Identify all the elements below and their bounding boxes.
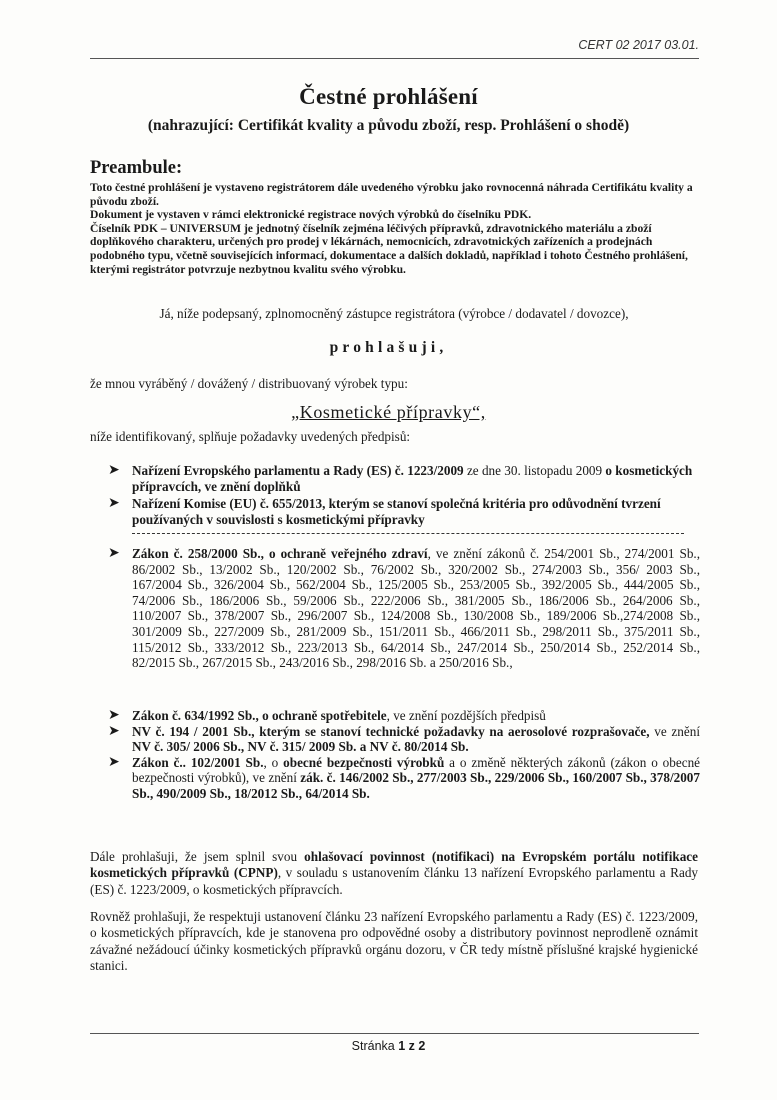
list-item xyxy=(108,496,700,527)
regulation-title: obecné bezpečnosti výrobků xyxy=(283,754,445,770)
regulation-title: Nařízení Evropského parlamentu a Rady (ES) č. 1223/2009 xyxy=(132,463,464,478)
regulation-text: a o změně některých zákonů (zákon o obecné bezpečnosti výrobků), ve znění xyxy=(132,754,701,786)
regulation-text: , ve znění pozdějších předpisů xyxy=(386,708,546,723)
preamble-paragraph: Číselník PDK – UNIVERSUM je jednotný číselník zejména léčivých přípravků, zdravotnického materiálu a zboží doplňkového charakteru, určených pro prodej v lékárnách, nemocnicích, zdravotnických zařízeních a prodejnách podobného typu, včetně souvisejících informací, dokumentace a dalších dokladů, například i tohoto Čestného prohlášení, kterými registrátor potvrzuje nezbytnou kvalitu svého výrobku. xyxy=(90,221,688,276)
regulation-text: , o xyxy=(263,754,284,770)
product-type: „Kosmetické přípravky“, xyxy=(291,402,486,422)
regulation-title: NV č. 305/ 2006 Sb., NV č. 315/ 2009 Sb. a NV č. 80/2014 Sb. xyxy=(132,739,469,755)
footer-separator: z xyxy=(408,1039,415,1053)
page-footer xyxy=(0,1039,777,1053)
footer-rule xyxy=(90,1033,699,1034)
page-subtitle: (nahrazující: Certifikát kvality a původu zboží, resp. Prohlášení o shodě) xyxy=(147,117,630,134)
arrow-bullet-icon: ➤ xyxy=(108,707,120,723)
page-title: Čestné prohlášení xyxy=(299,84,478,109)
arrow-bullet-icon: ➤ xyxy=(108,722,120,739)
footer-page-total: 2 xyxy=(418,1039,426,1053)
regulation-title: Nařízení Komise (EU) č. 655/2013, kterým se stanoví společná kritéria pro odůvodnění tvrzení používaných v souvislosti s kosmetickými přípravky xyxy=(132,496,661,527)
preamble-heading: Preambule: xyxy=(90,158,183,178)
dashed-divider xyxy=(132,533,684,534)
preamble-paragraph: Toto čestné prohlášení je vystaveno registrátorem dále uvedeného výrobku jako rovnocenná náhrada Certifikátu kvality a původu zboží. xyxy=(90,181,693,208)
regulation-title: zák. č. 146/2002 Sb., 277/2003 Sb., 229/2006 Sb., 160/2007 Sb., 378/2007 Sb., 490/2009 Sb., 18/2012 Sb., 64/2014 Sb. xyxy=(132,770,700,801)
product-type-box xyxy=(0,402,777,423)
footer-page-number: 1 xyxy=(398,1039,406,1053)
list-item xyxy=(108,724,700,755)
regulation-text: ve znění xyxy=(649,723,700,739)
preamble-paragraph: Dokument je vystaven v rámci elektronické registrace nových výrobků do číselníku PDK. xyxy=(90,208,532,222)
header-rule xyxy=(90,58,699,59)
product-intro: že mnou vyráběný / dovážený / distribuovaný výrobek typu: xyxy=(90,376,408,391)
declaration-word: prohlašuji, xyxy=(329,339,448,356)
regulation-title: Zákon č.. 102/2001 Sb. xyxy=(132,754,264,770)
preamble-body xyxy=(90,181,702,276)
regulation-title: NV č. 194 / 2001 Sb., kterým se stanoví technické požadavky na aerosolové rozprašovače, xyxy=(132,723,650,739)
regulation-title: Zákon č. 634/1992 Sb., o ochraně spotřebitele xyxy=(132,708,387,723)
list-item xyxy=(108,708,700,724)
paragraph-emphasis: ohlašovací povinnost (notifikaci) na Evropském portálu notifikace kosmetických přípravků (CPNP) xyxy=(90,849,698,881)
eu-regulations-list xyxy=(108,463,700,527)
cz-main-regulation xyxy=(108,546,700,671)
reporting-paragraph: Rovněž prohlašuji, že respektuji ustanovení článku 23 nařízení Evropského parlamentu a Rady (ES) č. 1223/2009, o kosmetických přípravcích, kde je stanovena pro odpovědné osoby a distributory povinnost neprodleně oznámit závažné nežádoucí účinky kosmetických přípravků orgánu dozoru, v ČR tedy místně příslušné krajské hygienické stanici. xyxy=(90,909,698,974)
list-item xyxy=(108,755,700,802)
footer-label: Stránka xyxy=(351,1039,395,1053)
cz-other-regulations-list xyxy=(108,708,700,802)
list-item xyxy=(108,546,700,671)
regulation-title: Zákon č. 258/2000 Sb., o ochraně veřejného zdraví xyxy=(132,546,428,561)
notification-paragraph xyxy=(90,849,698,898)
regulation-text: , ve znění zákonů č. 254/2001 Sb., 274/2001 Sb., 86/2002 Sb., 13/2002 Sb., 120/2002 Sb., 76/2002 Sb., 320/2002 Sb., 274/2003 Sb., 356/ 2003 Sb., 167/2004 Sb., 326/2004 Sb., 562/2004 Sb., 125/2005 Sb., 253/2005 Sb., 392/2005 Sb., 444/2005 Sb., 74/2006 Sb., 186/2006 Sb., 59/2006 Sb., 222/2006 Sb., 381/2005 Sb., 186/2006 Sb., 264/2006 Sb., 110/2007 Sb., 378/2007 Sb., 296/2007 Sb., 124/2008 Sb., 130/2008 Sb., 189/2006 Sb.,274/2008 Sb., 301/2009 Sb., 227/2009 Sb., 281/2009 Sb., 151/2011 Sb., 466/2011 Sb., 298/2011 Sb., 375/2011 Sb., 115/2012 Sb., 333/2012 Sb., 223/2013 Sb., 64/2014 Sb., 247/2014 Sb., 250/2014 Sb., 252/2014 Sb., 82/2015 Sb., 267/2015 Sb., 243/2016 Sb., 298/2016 Sb. a 250/2016 Sb., xyxy=(132,546,701,671)
list-item xyxy=(108,463,700,494)
paragraph-text: Dále prohlašuji, že jsem splnil svou xyxy=(90,849,305,864)
signatory-intro: Já, níže podepsaný, zplnomocněný zástupce registrátora (výrobce / dodavatel / dovozce), xyxy=(159,306,629,321)
arrow-bullet-icon: ➤ xyxy=(108,462,120,478)
paragraph-text: , v souladu s ustanovením článku 13 nařízení Evropského parlamentu a Rady (ES) č. 1223/2009, o kosmetických přípravcích. xyxy=(90,865,699,897)
arrow-bullet-icon: ➤ xyxy=(108,495,120,512)
regulation-text: ze dne 30. listopadu 2009 xyxy=(463,463,606,478)
regulation-title: o kosmetických přípravcích, ve znění doplňků xyxy=(132,463,693,494)
arrow-bullet-icon: ➤ xyxy=(108,753,120,770)
compliance-intro: níže identifikovaný, splňuje požadavky uvedených předpisů: xyxy=(90,429,411,444)
arrow-bullet-icon: ➤ xyxy=(108,545,120,561)
document-code: CERT 02 2017 03.01. xyxy=(578,38,699,52)
